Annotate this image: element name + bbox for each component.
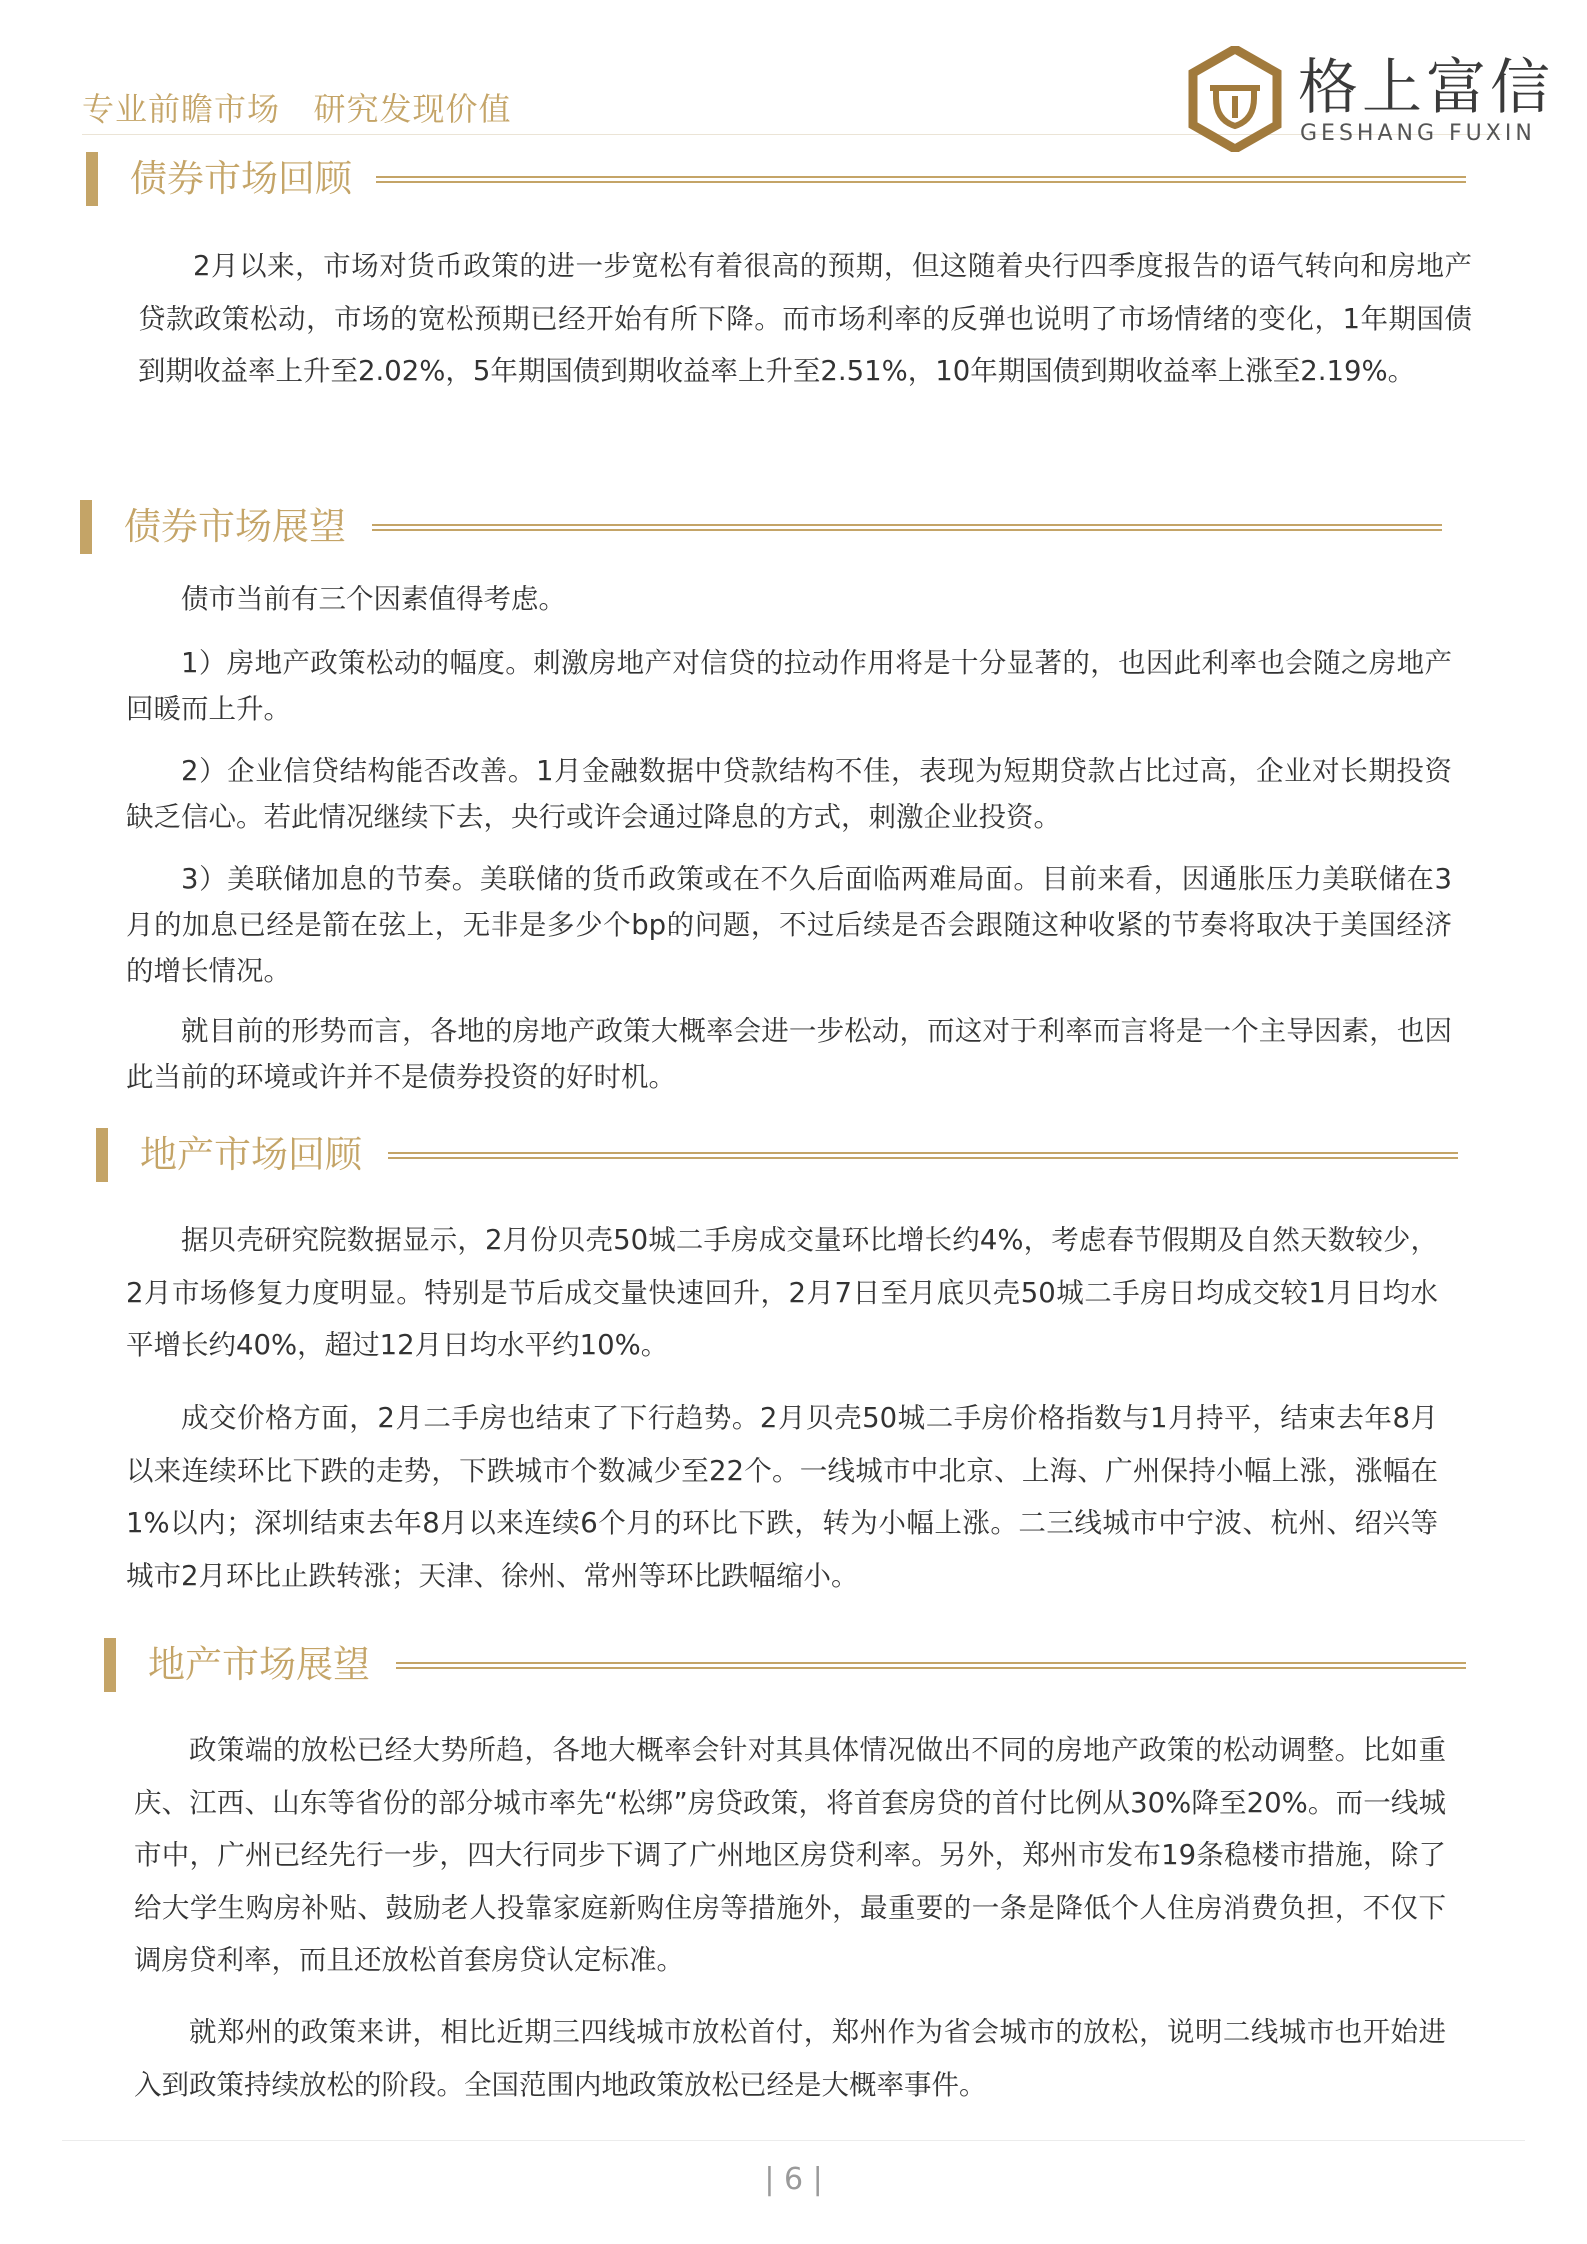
section-accent-bar bbox=[96, 1128, 108, 1182]
hexagon-shield-logo-icon bbox=[1188, 46, 1282, 152]
paragraph: 成交价格方面，2月二手房也结束了下行趋势。2月贝壳50城二手房价格指数与1月持平，结束去年8月以来连续环比下跌的走势，下跌城市个数减少至22个。一线城市中北京、上海、广州保持小幅上涨，涨幅在1%以内；深圳结束去年8月以来连续6个月的环比下跌，转为小幅上涨。二三线城市中宁波、杭州、绍兴等城市2月环比止跌转涨；天津、徐州、常州等环比跌幅缩小。 bbox=[126, 1402, 1438, 1592]
paragraph: 据贝壳研究院数据显示，2月份贝壳50城二手房成交量环比增长约4%，考虑春节假期及自然天数较少，2月市场修复力度明显。特别是节后成交量快速回升，2月7日至月底贝壳50城二手房日均成交较1月日均水平增长约40%，超过12月日均水平约10%。 bbox=[126, 1224, 1438, 1361]
section-heading-property-review bbox=[96, 1128, 1476, 1188]
section-accent-bar bbox=[80, 500, 92, 554]
section-rule bbox=[376, 176, 1466, 183]
paragraph: 债市当前有三个因素值得考虑。 bbox=[181, 583, 566, 615]
paragraph: 政策端的放松已经大势所趋，各地大概率会针对其具体情况做出不同的房地产政策的松动调整。比如重庆、江西、山东等省份的部分城市率先“松绑”房贷政策，将首套房贷的首付比例从30%降至20%。而一线城市中，广州已经先行一步，四大行同步下调了广州地区房贷利率。另外，郑州市发布19条稳楼市措施，除了给大学生购房补贴、鼓励老人投靠家庭新购住房等措施外，最重要的一条是降低个人住房消费负担，不仅下调房贷利率，而且还放松首套房贷认定标准。 bbox=[134, 1734, 1446, 1976]
section-title: 债券市场回顾 bbox=[130, 157, 352, 200]
brand-logo bbox=[1188, 46, 1558, 156]
page-number: | 6 | bbox=[764, 2162, 823, 2197]
section-accent-bar bbox=[104, 1638, 116, 1692]
paragraph: 就郑州的政策来讲，相比近期三四线城市放松首付，郑州作为省会城市的放松，说明二线城市也开始进入到政策持续放松的阶段。全国范围内地政策放松已经是大概率事件。 bbox=[134, 2016, 1446, 2101]
section-heading-property-outlook bbox=[104, 1638, 1484, 1698]
section-title: 地产市场回顾 bbox=[140, 1133, 362, 1176]
brand-name-cn: 格上富信 bbox=[1298, 53, 1554, 123]
section-title: 地产市场展望 bbox=[148, 1643, 370, 1686]
section-heading-bond-outlook bbox=[80, 500, 1460, 560]
section-rule bbox=[372, 524, 1442, 531]
paragraph: 2）企业信贷结构能否改善。1月金融数据中贷款结构不佳，表现为短期贷款占比过高，企业对长期投资缺乏信心。若此情况继续下去，央行或许会通过降息的方式，刺激企业投资。 bbox=[126, 755, 1452, 833]
section-rule bbox=[388, 1152, 1458, 1159]
section-accent-bar bbox=[86, 152, 98, 206]
section-rule bbox=[396, 1662, 1466, 1669]
footer-divider bbox=[62, 2140, 1525, 2141]
paragraph: 2月以来，市场对货币政策的进一步宽松有着很高的预期，但这随着央行四季度报告的语气转向和房地产贷款政策松动，市场的宽松预期已经开始有所下降。而市场利率的反弹也说明了市场情绪的变化，1年期国债到期收益率上升至2.02%，5年期国债到期收益率上升至2.51%，10年期国债到期收益率上涨至2.19%。 bbox=[138, 250, 1472, 387]
section-heading-bond-review bbox=[86, 152, 1466, 212]
paragraph: 就目前的形势而言，各地的房地产政策大概率会进一步松动，而这对于利率而言将是一个主导因素，也因此当前的环境或许并不是债券投资的好时机。 bbox=[126, 1015, 1452, 1093]
brand-name-en: GESHANG FUXIN bbox=[1300, 121, 1536, 146]
paragraph: 1）房地产政策松动的幅度。刺激房地产对信贷的拉动作用将是十分显著的，也因此利率也会随之房地产回暖而上升。 bbox=[126, 647, 1452, 725]
header-slogan: 专业前瞻市场 研究发现价值 bbox=[82, 90, 512, 128]
paragraph: 3）美联储加息的节奏。美联储的货币政策或在不久后面临两难局面。目前来看，因通胀压力美联储在3月的加息已经是箭在弦上，无非是多少个bp的问题，不过后续是否会跟随这种收紧的节奏将取决于美国经济的增长情况。 bbox=[126, 863, 1452, 987]
section-title: 债券市场展望 bbox=[124, 505, 346, 548]
